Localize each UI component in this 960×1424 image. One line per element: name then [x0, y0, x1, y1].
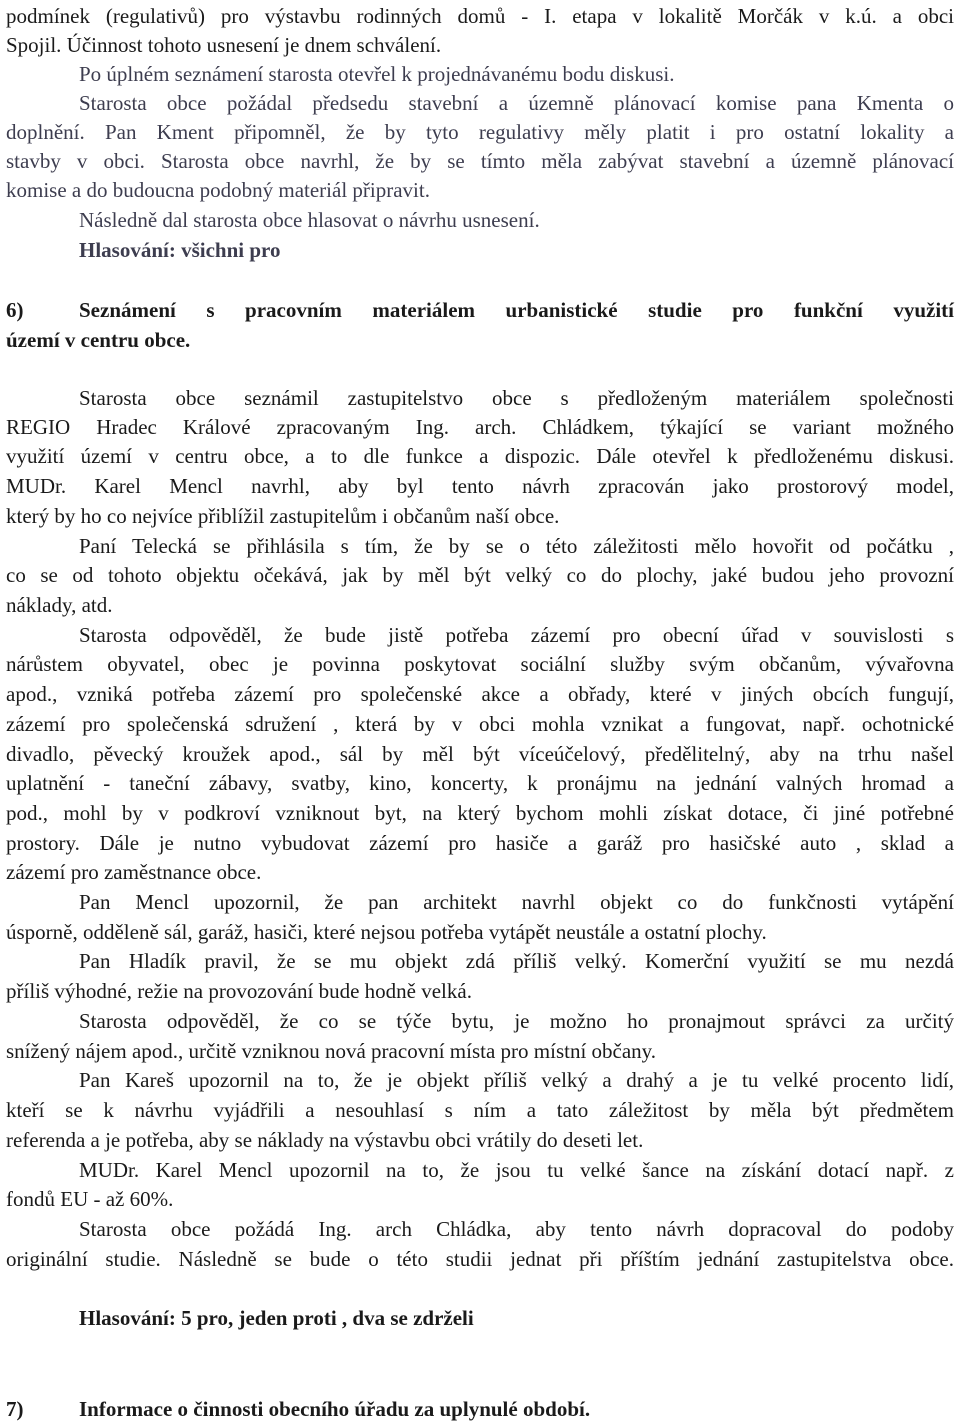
section-number: 7) [6, 1397, 24, 1421]
text-line: podmínek (regulativů) pro výstavbu rodinných domů - I. etapa v lokalitě Morčák v k.ú. a obci [6, 4, 954, 28]
text-line: doplnění. Pan Kment připomněl, že by tyto regulativy měly platit i pro ostatní lokality a [6, 120, 954, 144]
text-line: Starosta odpověděl, že co se týče bytu, je možno ho pronajmout správci za určitý [79, 1009, 954, 1033]
text-line: Pan Mencl upozornil, že pan architekt navrhl objekt co do funkčnosti vytápění [79, 890, 954, 914]
section-number: 6) [6, 298, 24, 322]
text-line: REGIO Hradec Králové zpracovaným Ing. arch. Chládkem, týkající se variant možného [6, 415, 954, 439]
text-line: apod., vzniká potřeba zázemí pro společenské akce a obřady, které v jiných obcích fungují, [6, 682, 954, 706]
text-line: referenda a je potřeba, aby se náklady na výstavbu obci vrátily do deseti let. [6, 1128, 644, 1152]
text-line: Pan Hladík pravil, že se mu objekt zdá příliš velký. Komerční využití se mu nezdá [79, 949, 954, 973]
text-line: divadlo, pěvecký kroužek apod., sál by měl být víceúčelový, předělitelný, aby na trhu našel [6, 742, 954, 766]
text-line: MUDr. Karel Mencl navrhl, aby byl tento návrh zpracován jako prostorový model, [6, 474, 954, 498]
vote-result: Hlasování: 5 pro, jeden proti , dva se zdrželi [79, 1306, 474, 1330]
text-line: MUDr. Karel Mencl upozornil na to, že jsou tu velké šance na získání dotací např. z [79, 1158, 954, 1182]
text-line: uplatnění - taneční zábavy, svatby, kino, koncerty, k pronájmu na jednání valných hromad a [6, 771, 954, 795]
text-line: úsporně, odděleně sál, garáž, hasiči, které nejsou potřeba vytápět neustále a ostatní plochy. [6, 920, 767, 944]
text-line: Následně dal starosta obce hlasovat o návrhu usnesení. [79, 208, 540, 232]
text-line: originální studie. Následně se bude o této studii jednat při příštím jednání zastupitelstva obce. [6, 1247, 954, 1271]
text-line: pod., mohl by v podkroví vzniknout byt, na který bychom mohli získat dotace, či jiné potřebné [6, 801, 954, 825]
text-line: Pan Kareš upozornil na to, že je objekt příliš velký a drahý a je tu velké procento lidí, [79, 1068, 954, 1092]
text-line: využití území v centru obce, a to dle funkce a dispozic. Dále otevřel k předloženému diskusi. [6, 444, 954, 468]
section-title: Seznámení s pracovním materiálem urbanistické studie pro funkční využití [79, 298, 954, 322]
vote-result: Hlasování: všichni pro [79, 238, 281, 262]
section-heading [6, 1395, 954, 1423]
section-heading [6, 296, 954, 324]
text-line: Spojil. Účinnost tohoto usnesení je dnem schválení. [6, 33, 442, 57]
text-line: snížený nájem apod., určitě vzniknou nová pracovní místa pro místní občany. [6, 1039, 657, 1063]
text-line: náklady, atd. [6, 593, 113, 617]
text-line: zázemí pro společenská sdružení , která by v obci mohla vznikat a fungovat, např. ochotnické [6, 712, 954, 736]
text-line: Paní Telecká se přihlásila s tím, že by se o této záležitosti mělo hovořit od počátku , [79, 534, 954, 558]
section-heading-cont: území v centru obce. [6, 328, 191, 352]
text-line: Starosta obce požádá Ing. arch Chládka, aby tento návrh dopracoval do podoby [79, 1217, 954, 1241]
text-line: co se od tohoto objektu očekává, jak by měl být velký co do plochy, jaké budou jeho provozní [6, 563, 954, 587]
text-line: Starosta obce seznámil zastupitelstvo obce s předloženým materiálem společnosti [79, 386, 954, 410]
text-line: příliš výhodné, režie na provozování bude hodně velká. [6, 979, 472, 1003]
text-line: fondů EU - až 60%. [6, 1187, 174, 1211]
text-line: nárůstem obyvatel, obec je povinna poskytovat sociální služby svým občanům, vývařovna [6, 652, 954, 676]
text-line: Starosta odpověděl, že bude jistě potřeba zázemí pro obecní úřad v souvislosti s [79, 623, 954, 647]
section-title: Informace o činnosti obecního úřadu za uplynulé období. [79, 1397, 591, 1421]
text-line: kteří se k návrhu vyjádřili a nesouhlasí s ním a tato záležitost by měla být předmětem [6, 1098, 954, 1122]
text-line: Po úplném seznámení starosta otevřel k projednávanému bodu diskusi. [79, 62, 675, 86]
text-line: zázemí pro zaměstnance obce. [6, 860, 262, 884]
text-line: Starosta obce požádal předsedu stavební a územně plánovací komise pana Kmenta o [79, 91, 954, 115]
text-line: který by ho co nejvíce přiblížil zastupitelům i občanům naší obce. [6, 504, 560, 528]
text-line: komise a do budoucna podobný materiál připravit. [6, 178, 430, 202]
text-line: prostory. Dále je nutno vybudovat zázemí pro hasiče a garáž pro hasičské auto , sklad a [6, 831, 954, 855]
text-line: stavby v obci. Starosta obce navrhl, že by se tímto měla zabývat stavební a územně plánovací [6, 149, 954, 173]
